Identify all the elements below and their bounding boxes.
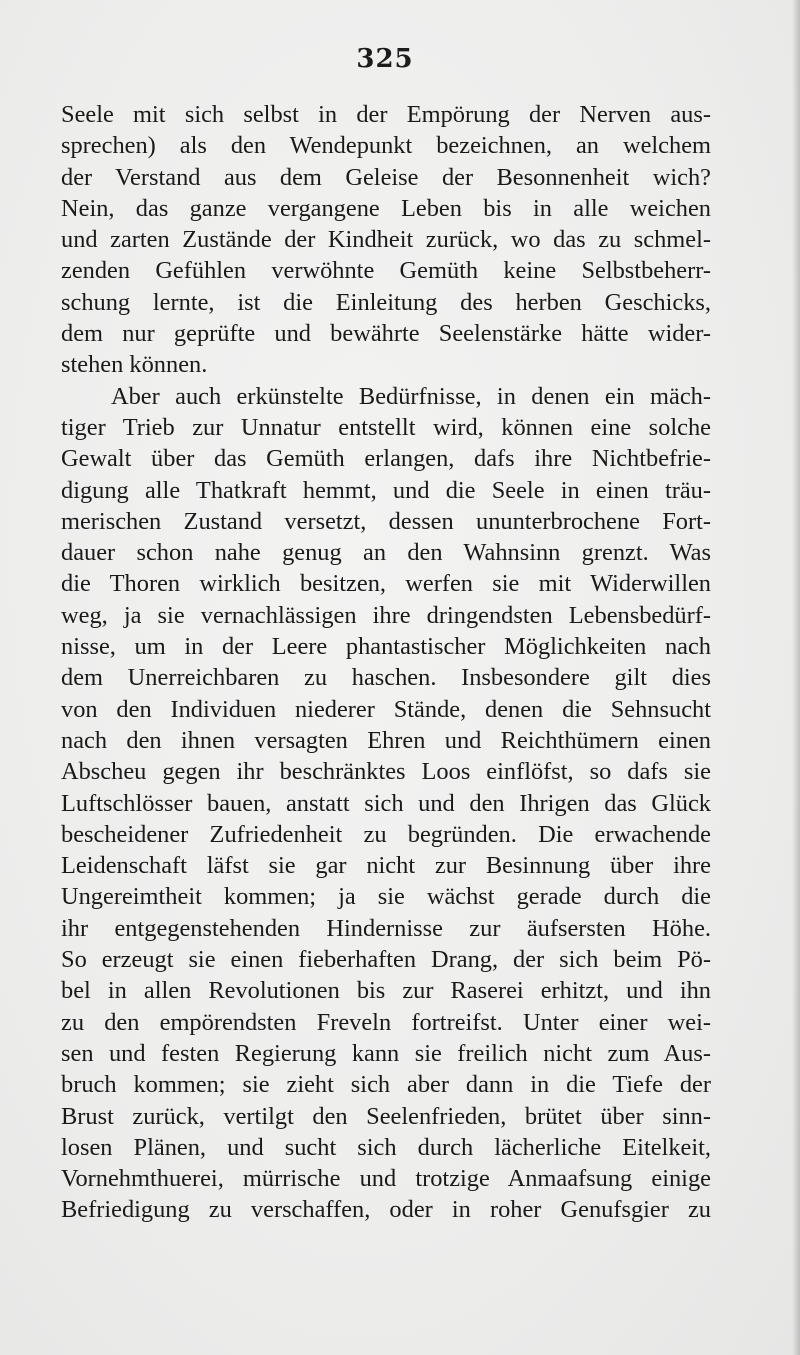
text-line: digung alle Thatkraft hemmt, und die Seele in einen träu-	[61, 476, 711, 504]
text-line: zenden Gefühlen verwöhnte Gemüth keine Selbstbeherr-	[61, 257, 711, 285]
text-line: Befriedigung zu verschaffen, oder in roher Genufsgier zu	[61, 1196, 711, 1224]
text-line: merischen Zustand versetzt, dessen ununterbrochene Fort-	[61, 507, 711, 535]
text-line: die Thoren wirklich besitzen, werfen sie mit Widerwillen	[61, 570, 711, 598]
text-line: Nein, das ganze vergangene Leben bis in alle weichen	[61, 194, 711, 222]
text-line: ihr entgegenstehenden Hindernisse zur äufsersten Höhe.	[61, 914, 711, 942]
text-line: und zarten Zustände der Kindheit zurück, wo das zu schmel-	[61, 226, 711, 254]
text-line: losen Plänen, und sucht sich durch lächerliche Eitelkeit,	[61, 1133, 711, 1161]
text-line: So erzeugt sie einen fieberhaften Drang, der sich beim Pö-	[61, 946, 711, 974]
text-line: Brust zurück, vertilgt den Seelenfrieden, brütet über sinn-	[61, 1102, 711, 1130]
text-line: bescheidener Zufriedenheit zu begründen. Die erwachende	[61, 820, 711, 848]
text-line: von den Individuen niederer Stände, denen die Sehnsucht	[61, 695, 711, 723]
page-edge-shadow	[792, 0, 800, 1355]
page-number: 325	[356, 44, 414, 74]
text-line: weg, ja sie vernachlässigen ihre dringendsten Lebensbedürf-	[61, 601, 711, 629]
text-line: zu den empörendsten Freveln fortreifst. Unter einer wei-	[61, 1008, 711, 1036]
text-line: Ungereimtheit kommen; ja sie wächst gerade durch die	[61, 883, 711, 911]
text-line: dem nur geprüfte und bewährte Seelenstärke hätte wider-	[61, 320, 711, 348]
text-line: Seele mit sich selbst in der Empörung der Nerven aus-	[61, 101, 711, 128]
text-line: nisse, um in der Leere phantastischer Möglichkeiten nach	[61, 633, 711, 661]
text-line: dem Unerreichbaren zu haschen. Insbesondere gilt dies	[61, 664, 711, 692]
text-line: Leidenschaft läfst sie gar nicht zur Besinnung über ihre	[61, 852, 711, 880]
text-line: bruch kommen; sie zieht sich aber dann in die Tiefe der	[61, 1071, 711, 1099]
text-line: der Verstand aus dem Geleise der Besonnenheit wich?	[61, 163, 711, 191]
text-line: sen und festen Regierung kann sie freilich nicht zum Aus-	[61, 1039, 711, 1067]
text-line: Abscheu gegen ihr beschränktes Loos einflöfst, so dafs sie	[61, 758, 711, 786]
text-line: dauer schon nahe genug an den Wahnsinn grenzt. Was	[61, 539, 711, 567]
paragraph-end-line: stehen können.	[61, 351, 208, 379]
text-line: schung lernte, ist die Einleitung des herben Geschicks,	[61, 288, 711, 316]
text-line: nach den ihnen versagten Ehren und Reichthümern einen	[61, 726, 711, 754]
text-line: Gewalt über das Gemüth erlangen, dafs ihre Nichtbefrie-	[61, 445, 711, 473]
text-line: Vornehmthuerei, mürrische und trotzige Anmaafsung einige	[61, 1165, 711, 1193]
paragraph-start-line: Aber auch erkünstelte Bedürfnisse, in denen ein mäch-	[111, 382, 711, 410]
text-line: tiger Trieb zur Unnatur entstellt wird, können eine solche	[61, 413, 711, 441]
text-line: bel in allen Revolutionen bis zur Raserei erhitzt, und ihn	[61, 977, 711, 1005]
text-line: sprechen) als den Wendepunkt bezeichnen, an welchem	[61, 132, 711, 160]
text-line: Luftschlösser bauen, anstatt sich und den Ihrigen das Glück	[61, 789, 711, 817]
body-text	[61, 99, 711, 1226]
